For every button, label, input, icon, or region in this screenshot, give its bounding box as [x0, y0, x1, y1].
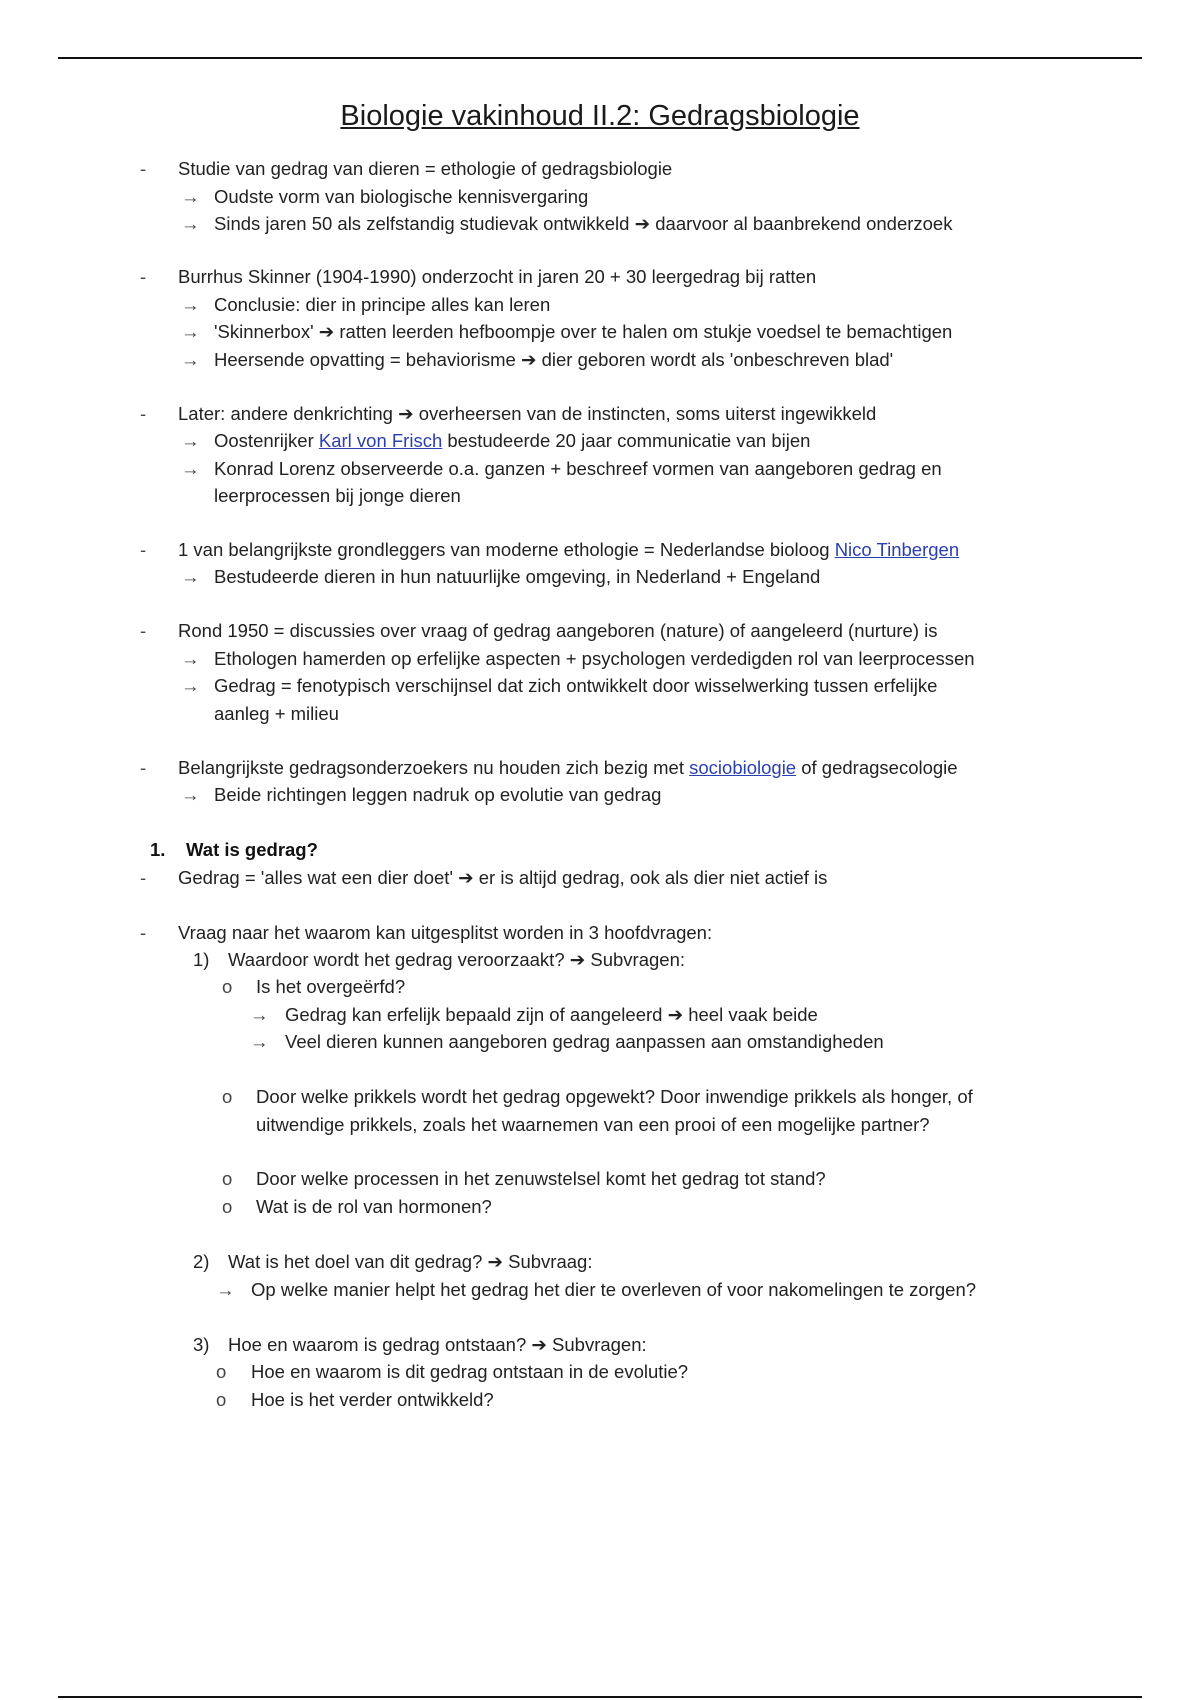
sub-question-text: Door welke prikkels wordt het gedrag opgewekt? Door inwendige prikkels als honger, of [256, 1086, 973, 1107]
bullet-text: Burrhus Skinner (1904-1990) onderzocht in jaren 20 + 30 leergedrag bij ratten [178, 266, 817, 287]
page-title: Biologie vakinhoud II.2: Gedragsbiologie [340, 100, 860, 132]
arrow-bullet: → [181, 213, 200, 234]
arrow-bullet: → [181, 566, 200, 587]
sub-bullet-text: Oudste vorm van biologische kennisvergaring [214, 186, 589, 207]
bullet-text: Gedrag = 'alles wat een dier doet' ➔ er is altijd gedrag, ook als dier niet actief is [178, 867, 828, 888]
bullet-text: Vraag naar het waarom kan uitgesplitst worden in 3 hoofdvragen: [178, 922, 713, 943]
sub-question-text: Hoe en waarom is dit gedrag ontstaan in de evolutie? [251, 1361, 689, 1382]
circle-bullet: o [222, 1168, 233, 1189]
sub-question-text: Is het overgeërfd? [256, 976, 406, 997]
arrow-bullet: → [181, 321, 200, 342]
circle-bullet: o [222, 1086, 233, 1107]
sub-bullet-text: Konrad Lorenz observeerde o.a. ganzen + beschreef vormen van aangeboren gedrag en [214, 458, 942, 479]
sub-bullet-text: 'Skinnerbox' ➔ ratten leerden hefboompje over te halen om stukje voedsel te bemachtigen [214, 321, 953, 342]
section-number: 1. [150, 839, 166, 860]
question-number: 1) [193, 949, 210, 970]
arrow-bullet: → [181, 430, 200, 451]
arrow-bullet: → [181, 349, 200, 370]
text-span: bestudeerde 20 jaar communicatie van bijen [442, 430, 811, 451]
sub-bullet-text-cont: leerprocessen bij jonge dieren [214, 485, 461, 506]
arrow-bullet: → [181, 784, 200, 805]
arrow-bullet: → [181, 675, 200, 696]
sub-bullet-text: Gedrag = fenotypisch verschijnsel dat zich ontwikkelt door wisselwerking tussen erfelijke [214, 675, 938, 696]
question-text: Hoe en waarom is gedrag ontstaan? ➔ Subvragen: [228, 1334, 647, 1355]
arrow-bullet: → [216, 1279, 235, 1300]
dash-bullet: - [140, 266, 147, 287]
sub-bullet-text: Op welke manier helpt het gedrag het dier te overleven of voor nakomelingen te zorgen? [251, 1279, 977, 1300]
text-span: 1 van belangrijkste grondleggers van moderne ethologie = Nederlandse bioloog [178, 539, 835, 560]
arrow-bullet: → [181, 458, 200, 479]
sub-bullet-text: Gedrag kan erfelijk bepaald zijn of aangeleerd ➔ heel vaak beide [285, 1004, 818, 1025]
sub-question-text: Wat is de rol van hormonen? [256, 1196, 492, 1217]
sub-bullet-text [214, 429, 810, 453]
sub-bullet-text: Veel dieren kunnen aangeboren gedrag aanpassen aan omstandigheden [285, 1031, 884, 1052]
sub-question-text: Door welke processen in het zenuwstelsel komt het gedrag tot stand? [256, 1168, 826, 1189]
sub-bullet-text-cont: aanleg + milieu [214, 703, 339, 724]
sub-question-text-cont: uitwendige prikkels, zoals het waarnemen van een prooi of een mogelijke partner? [256, 1114, 930, 1135]
circle-bullet: o [222, 1196, 233, 1217]
arrow-bullet: → [181, 294, 200, 315]
sub-question-text: Hoe is het verder ontwikkeld? [251, 1389, 494, 1410]
section-heading: Wat is gedrag? [186, 839, 318, 860]
bullet-text [178, 756, 958, 780]
sub-bullet-text: Conclusie: dier in principe alles kan leren [214, 294, 551, 315]
dash-bullet: - [140, 403, 147, 424]
sociobiologie-link[interactable]: sociobiologie [689, 757, 797, 778]
question-number: 2) [193, 1251, 210, 1272]
circle-bullet: o [222, 976, 233, 997]
dash-bullet: - [140, 539, 147, 560]
bottom-rule [58, 1696, 1142, 1698]
dash-bullet: - [140, 620, 147, 641]
text-span: of gedragsecologie [796, 757, 958, 778]
sub-bullet-text: Beide richtingen leggen nadruk op evolutie van gedrag [214, 784, 662, 805]
dash-bullet: - [140, 757, 147, 778]
bullet-text: Later: andere denkrichting ➔ overheersen van de instincten, soms uiterst ingewikkeld [178, 403, 877, 424]
karl-von-frisch-link[interactable]: Karl von Frisch [318, 430, 443, 451]
text-span: Belangrijkste gedragsonderzoekers nu houden zich bezig met [178, 757, 690, 778]
sub-bullet-text: Bestudeerde dieren in hun natuurlijke omgeving, in Nederland + Engeland [214, 566, 821, 587]
arrow-bullet: → [250, 1031, 269, 1052]
bullet-text: Rond 1950 = discussies over vraag of gedrag aangeboren (nature) of aangeleerd (nurture) is [178, 620, 938, 641]
bullet-text: Studie van gedrag van dieren = ethologie of gedragsbiologie [178, 158, 673, 179]
arrow-bullet: → [181, 648, 200, 669]
sub-bullet-text: Heersende opvatting = behaviorisme ➔ dier geboren wordt als 'onbeschreven blad' [214, 349, 894, 370]
circle-bullet: o [216, 1361, 227, 1382]
arrow-bullet: → [250, 1004, 269, 1025]
arrow-bullet: → [181, 186, 200, 207]
top-rule [58, 57, 1142, 59]
sub-bullet-text: Sinds jaren 50 als zelfstandig studievak ontwikkeld ➔ daarvoor al baanbrekend onderzoek [214, 213, 953, 234]
dash-bullet: - [140, 867, 147, 888]
question-text: Wat is het doel van dit gedrag? ➔ Subvraag: [228, 1251, 593, 1272]
circle-bullet: o [216, 1389, 227, 1410]
question-text: Waardoor wordt het gedrag veroorzaakt? ➔ Subvragen: [228, 949, 686, 970]
dash-bullet: - [140, 922, 147, 943]
question-number: 3) [193, 1334, 210, 1355]
bullet-text [178, 538, 959, 562]
nico-tinbergen-link[interactable]: Nico Tinbergen [834, 539, 960, 560]
dash-bullet: - [140, 158, 147, 179]
sub-bullet-text: Ethologen hamerden op erfelijke aspecten + psychologen verdedigden rol van leerprocessen [214, 648, 975, 669]
text-span: Oostenrijker [214, 430, 319, 451]
